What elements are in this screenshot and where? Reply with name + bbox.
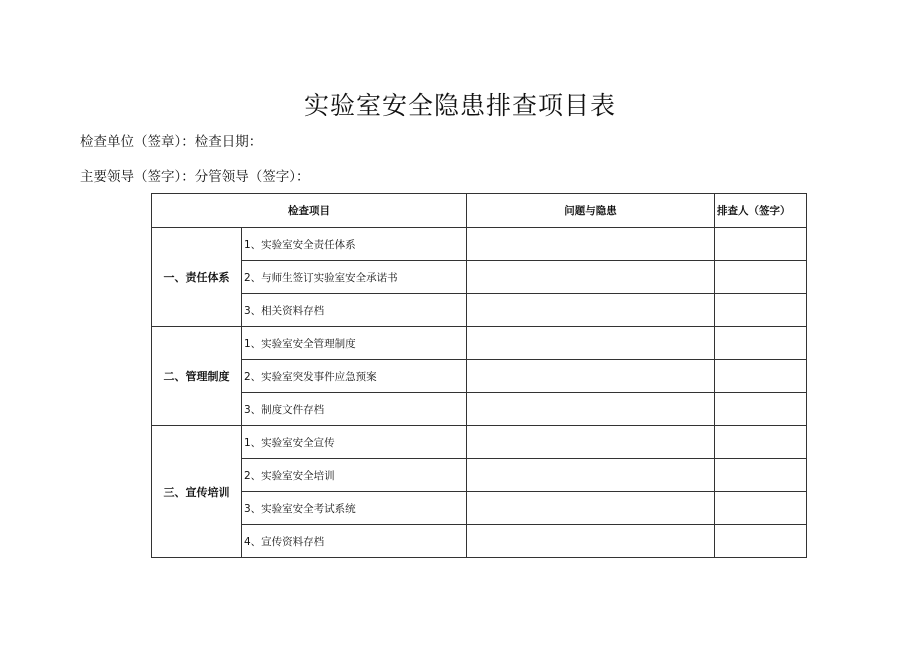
- issues-cell[interactable]: [467, 228, 715, 261]
- section-label: 三、宣传培训: [152, 426, 242, 558]
- header-issues: 问题与隐患: [467, 194, 715, 228]
- check-item: 4、宣传资料存档: [242, 525, 467, 558]
- inspector-cell[interactable]: [715, 294, 807, 327]
- issues-cell[interactable]: [467, 525, 715, 558]
- inspector-cell[interactable]: [715, 492, 807, 525]
- inspector-cell[interactable]: [715, 393, 807, 426]
- check-item: 3、实验室安全考试系统: [242, 492, 467, 525]
- issues-cell[interactable]: [467, 360, 715, 393]
- inspector-cell[interactable]: [715, 261, 807, 294]
- check-item: 1、实验室安全宣传: [242, 426, 467, 459]
- table-row: [152, 426, 807, 459]
- table-row: [152, 525, 807, 558]
- leader-signature-line: 主要领导（签字）：分管领导（签字）：: [80, 169, 310, 185]
- table-row: [152, 261, 807, 294]
- inspector-cell[interactable]: [715, 426, 807, 459]
- section-label: 一、责任体系: [152, 228, 242, 327]
- table-row: [152, 360, 807, 393]
- issues-cell[interactable]: [467, 459, 715, 492]
- inspector-cell[interactable]: [715, 459, 807, 492]
- check-item: 1、实验室安全责任体系: [242, 228, 467, 261]
- issues-cell[interactable]: [467, 426, 715, 459]
- header-inspector: 排查人（签字）: [715, 194, 807, 228]
- table-row: [152, 393, 807, 426]
- check-item: 2、实验室突发事件应急预案: [242, 360, 467, 393]
- inspection-table: [151, 193, 807, 558]
- issues-cell[interactable]: [467, 294, 715, 327]
- check-item: 3、相关资料存档: [242, 294, 467, 327]
- issues-cell[interactable]: [467, 327, 715, 360]
- issues-cell[interactable]: [467, 393, 715, 426]
- inspector-cell[interactable]: [715, 228, 807, 261]
- issues-cell[interactable]: [467, 492, 715, 525]
- table-header-row: [152, 194, 807, 228]
- page-title: 实验室安全隐患排查项目表: [303, 91, 616, 120]
- inspector-cell[interactable]: [715, 525, 807, 558]
- issues-cell[interactable]: [467, 261, 715, 294]
- table-row: [152, 327, 807, 360]
- section-label: 二、管理制度: [152, 327, 242, 426]
- table-row: [152, 492, 807, 525]
- table-row: [152, 294, 807, 327]
- table-row: [152, 228, 807, 261]
- table-row: [152, 459, 807, 492]
- inspection-unit-date-line: 检查单位（签章）：检查日期：: [80, 134, 263, 150]
- check-item: 3、制度文件存档: [242, 393, 467, 426]
- inspector-cell[interactable]: [715, 327, 807, 360]
- check-item: 1、实验室安全管理制度: [242, 327, 467, 360]
- check-item: 2、与师生签订实验室安全承诺书: [242, 261, 467, 294]
- header-check-item: 检查项目: [152, 194, 467, 228]
- check-item: 2、实验室安全培训: [242, 459, 467, 492]
- inspector-cell[interactable]: [715, 360, 807, 393]
